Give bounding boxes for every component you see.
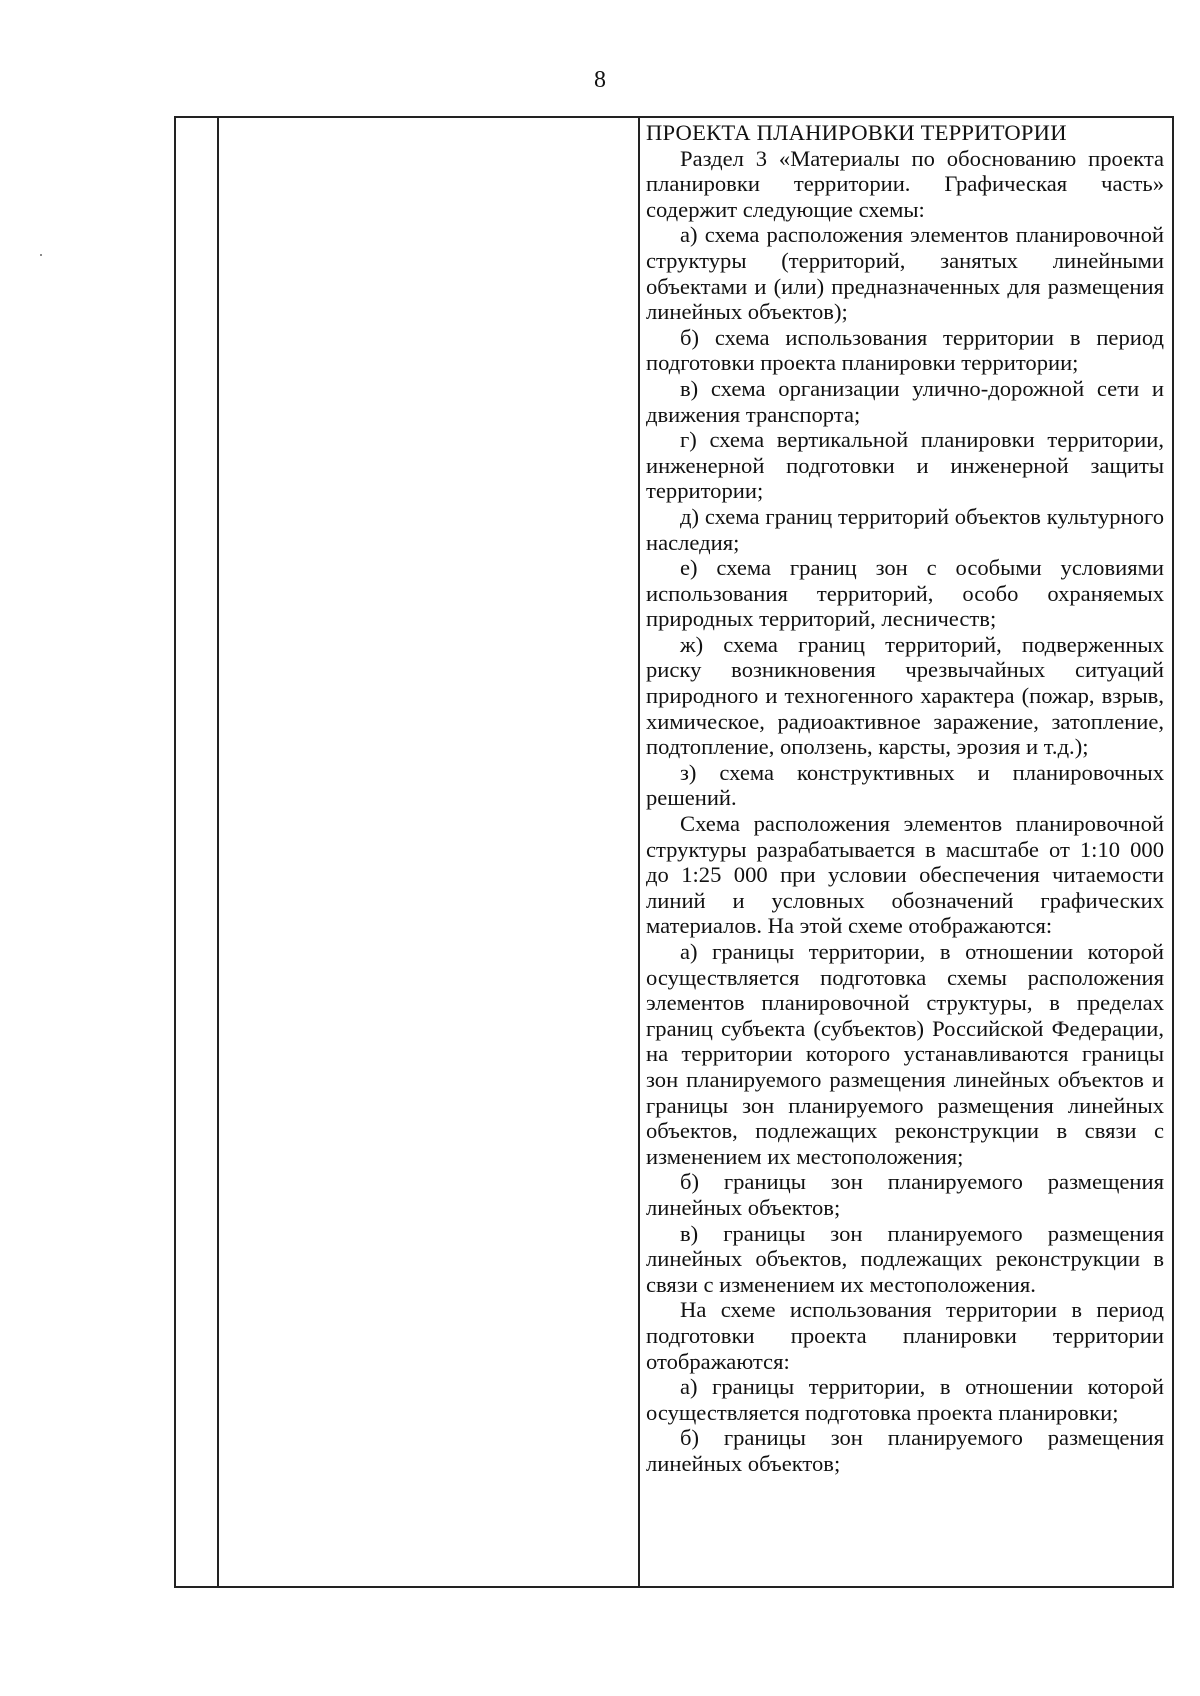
column-divider-1 [217, 118, 219, 1586]
paragraph: д) схема границ территорий объектов культурного наследия; [646, 503, 1164, 555]
document-table [174, 116, 1174, 1588]
paragraph: а) границы территории, в отношении которой осуществляется подготовка проекта планировки; [646, 1374, 1164, 1425]
paragraph: в) схема организации улично-дорожной сети и движения транспорта; [646, 375, 1164, 427]
page-number: 8 [594, 67, 606, 93]
column-divider-2 [638, 118, 640, 1586]
paragraph: з) схема конструктивных и планировочных решений. [646, 759, 1164, 811]
paragraph: ж) схема границ территорий, подверженных риску возникновения чрезвычайных ситуаций природного и техногенного характера (пожар, взрыв, химическое, радиоактивное заражение, затопление, подтопление, оползень, карсты, эрозия и т.д.); [646, 631, 1164, 760]
paragraph: На схеме использования территории в период подготовки проекта планировки территории отображаются: [646, 1297, 1164, 1374]
paragraph: а) схема расположения элементов планировочной структуры (территорий, занятых линейными объектами и (или) предназначенных для размещения линейных объектов); [646, 222, 1164, 325]
right-column-cell [646, 120, 1164, 1476]
paragraph: а) границы территории, в отношении которой осуществляется подготовка схемы расположения элементов планировочной структуры, в пределах границ субъекта (субъектов) Российской Федерации, на территории которого устанавливаются границы зон планируемого размещения линейных объектов и границы зон планируемого размещения линейных объектов, подлежащих реконструкции в связи с изменением их местоположения; [646, 939, 1164, 1169]
paragraph: г) схема вертикальной планировки территории, инженерной подготовки и инженерной защиты территории; [646, 427, 1164, 504]
paragraph: б) схема использования территории в период подготовки проекта планировки территории; [646, 324, 1164, 376]
paragraph: е) схема границ зон с особыми условиями использования территорий, особо охраняемых природных территорий, лесничеств; [646, 555, 1164, 632]
paragraph: Раздел 3 «Материалы по обоснованию проекта планировки территории. Графическая часть» содержит следующие схемы: [646, 145, 1164, 222]
paragraph: Схема расположения элементов планировочной структуры разрабатывается в масштабе от 1:10 000 до 1:25 000 при условии обеспечения читаемости линий и условных обозначений графических материалов. На этой схеме отображаются: [646, 811, 1164, 939]
scan-speck [40, 254, 42, 256]
paragraph: б) границы зон планируемого размещения линейных объектов; [646, 1169, 1164, 1220]
paragraph: в) границы зон планируемого размещения линейных объектов, подлежащих реконструкции в связи с изменением их местоположения. [646, 1220, 1164, 1297]
cell-heading: ПРОЕКТА ПЛАНИРОВКИ ТЕРРИТОРИИ [646, 120, 1067, 145]
paragraph: б) границы зон планируемого размещения линейных объектов; [646, 1425, 1164, 1476]
